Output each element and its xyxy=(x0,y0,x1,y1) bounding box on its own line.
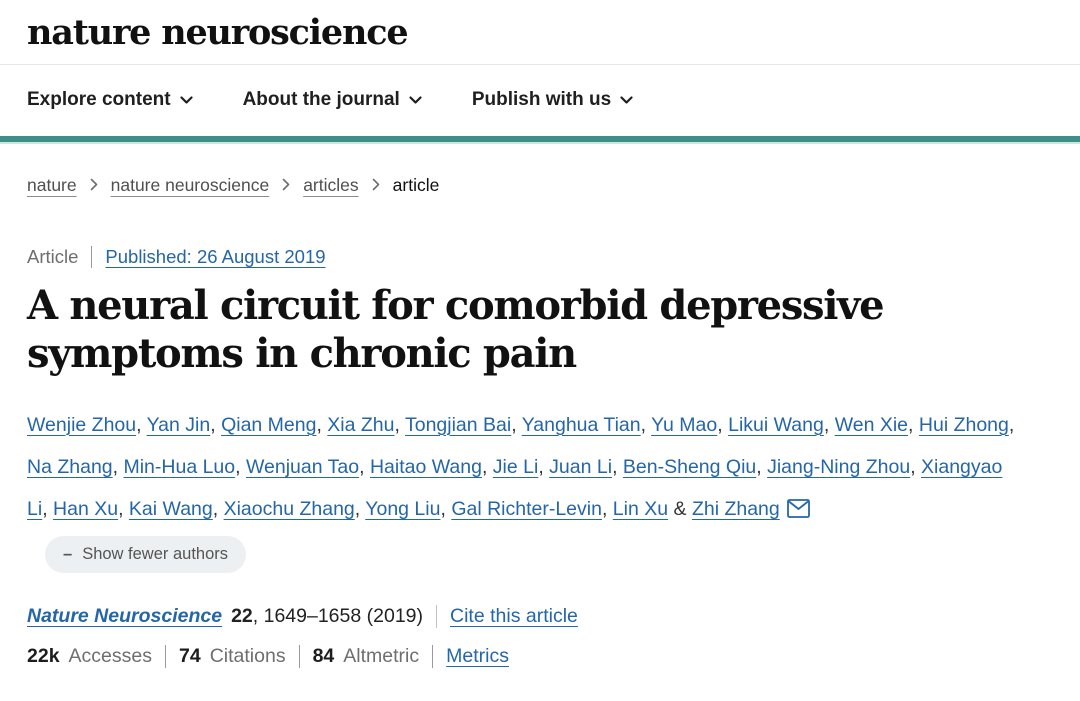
author-link[interactable]: Xiaochu Zhang xyxy=(223,497,355,520)
author-link[interactable]: Yan Jin xyxy=(146,413,211,436)
author-link[interactable]: Zhi Zhang xyxy=(691,497,780,520)
nav-about-the-journal[interactable] xyxy=(243,89,422,111)
envelope-icon[interactable] xyxy=(787,501,810,523)
chevron-down-icon xyxy=(620,89,633,111)
article-title: A neural circuit for comorbid depressive symptoms in chronic pain xyxy=(27,281,884,377)
author-link[interactable]: Min-Hua Luo xyxy=(123,455,236,478)
nav-label: Explore content xyxy=(27,88,171,110)
author-link[interactable]: Jie Li xyxy=(492,455,539,478)
minus-icon: – xyxy=(63,545,73,564)
published-date-link[interactable]: Published: 26 August 2019 xyxy=(105,245,326,267)
author-link[interactable]: Yanghua Tian xyxy=(521,413,641,436)
citations-label: Citations xyxy=(209,644,286,667)
chevron-down-icon xyxy=(409,89,422,111)
author-link[interactable]: Xiangyao Li xyxy=(27,455,1003,520)
author-link[interactable]: Ben-Sheng Qiu xyxy=(622,455,757,478)
divider xyxy=(165,645,166,668)
breadcrumb-current: article xyxy=(392,174,440,195)
authors-paragraph xyxy=(27,404,1020,575)
author-link[interactable]: Yong Liu xyxy=(365,497,441,520)
author-link[interactable]: Xia Zhu xyxy=(327,413,395,436)
author-link[interactable]: Wenjie Zhou xyxy=(27,413,137,436)
divider xyxy=(436,605,437,628)
show-fewer-label: Show fewer authors xyxy=(82,545,229,564)
volume-number: 22 xyxy=(231,604,253,627)
divider xyxy=(299,645,300,668)
nav-label: Publish with us xyxy=(471,88,612,110)
cite-this-article-link[interactable]: Cite this article xyxy=(450,604,578,627)
nav-explore-content[interactable] xyxy=(27,89,193,111)
author-link[interactable]: Juan Li xyxy=(549,455,613,478)
nav-publish-with-us[interactable] xyxy=(472,89,633,111)
article-type-label: Article xyxy=(27,245,79,267)
author-link[interactable]: Wen Xie xyxy=(834,413,909,436)
breadcrumb-link-nature[interactable]: nature xyxy=(27,174,77,195)
author-link[interactable]: Kai Wang xyxy=(128,497,213,520)
author-link[interactable]: Han Xu xyxy=(53,497,119,520)
author-link[interactable]: Hui Zhong xyxy=(918,413,1009,436)
metrics-link[interactable]: Metrics xyxy=(446,644,509,667)
divider xyxy=(432,645,433,668)
author-link[interactable]: Yu Mao xyxy=(651,413,718,436)
author-link[interactable]: Gal Richter-Levin xyxy=(451,497,602,520)
chevron-right-icon xyxy=(90,175,98,196)
chevron-right-icon xyxy=(282,175,290,196)
metrics-row xyxy=(27,645,1020,668)
article-meta-row xyxy=(27,246,1020,268)
citations-value: 74 xyxy=(179,644,201,667)
chevron-right-icon xyxy=(372,175,380,196)
pages-and-year: , 1649–1658 (2019) xyxy=(252,604,424,627)
author-link[interactable]: Wenjuan Tao xyxy=(245,455,360,478)
author-link[interactable]: Lin Xu xyxy=(612,497,669,520)
divider xyxy=(91,246,92,268)
main-nav xyxy=(0,65,1080,136)
author-link[interactable]: Tongjian Bai xyxy=(404,413,512,436)
author-link[interactable]: Jiang-Ning Zhou xyxy=(767,455,911,478)
citation-row xyxy=(27,605,1020,628)
author-link[interactable]: Haitao Wang xyxy=(369,455,482,478)
show-fewer-authors-button[interactable] xyxy=(45,536,246,573)
accesses-value: 22k xyxy=(27,644,60,667)
site-header xyxy=(0,0,1080,144)
altmetric-value: 84 xyxy=(312,644,335,667)
author-list: Wenjie Zhou, Yan Jin, Qian Meng, Xia Zhu, Tongjian Bai, Yanghua Tian, Yu Mao, Likui Wang, Wen Xie, Hui Zhong, Na Zhang, Min-Hua Luo, Wenjuan Tao, Haitao Wang, Jie Li, Juan Li, Ben-Sheng Qiu, Jiang-Ning Zhou, Xiangyao Li, Han Xu, Kai Wang, Xiaochu Zhang, Yong Liu, Gal Richter-Levin, Lin Xu & Zhi Zhang xyxy=(27,413,1015,520)
breadcrumb-link-articles[interactable]: articles xyxy=(303,174,359,195)
breadcrumb-link-nature-neuroscience[interactable]: nature neuroscience xyxy=(110,174,270,195)
chevron-down-icon xyxy=(180,89,193,111)
journal-link[interactable]: Nature Neuroscience xyxy=(27,604,223,627)
breadcrumb xyxy=(27,175,1020,196)
journal-logo[interactable]: nature neuroscience xyxy=(27,12,408,53)
nav-label: About the journal xyxy=(242,88,400,110)
author-link[interactable]: Qian Meng xyxy=(221,413,317,436)
author-link[interactable]: Likui Wang xyxy=(728,413,824,436)
altmetric-label: Altmetric xyxy=(343,644,420,667)
author-link[interactable]: Na Zhang xyxy=(27,455,113,478)
article-page xyxy=(0,175,1060,668)
journal-accent-bar xyxy=(0,136,1080,144)
accesses-label: Accesses xyxy=(68,644,152,667)
